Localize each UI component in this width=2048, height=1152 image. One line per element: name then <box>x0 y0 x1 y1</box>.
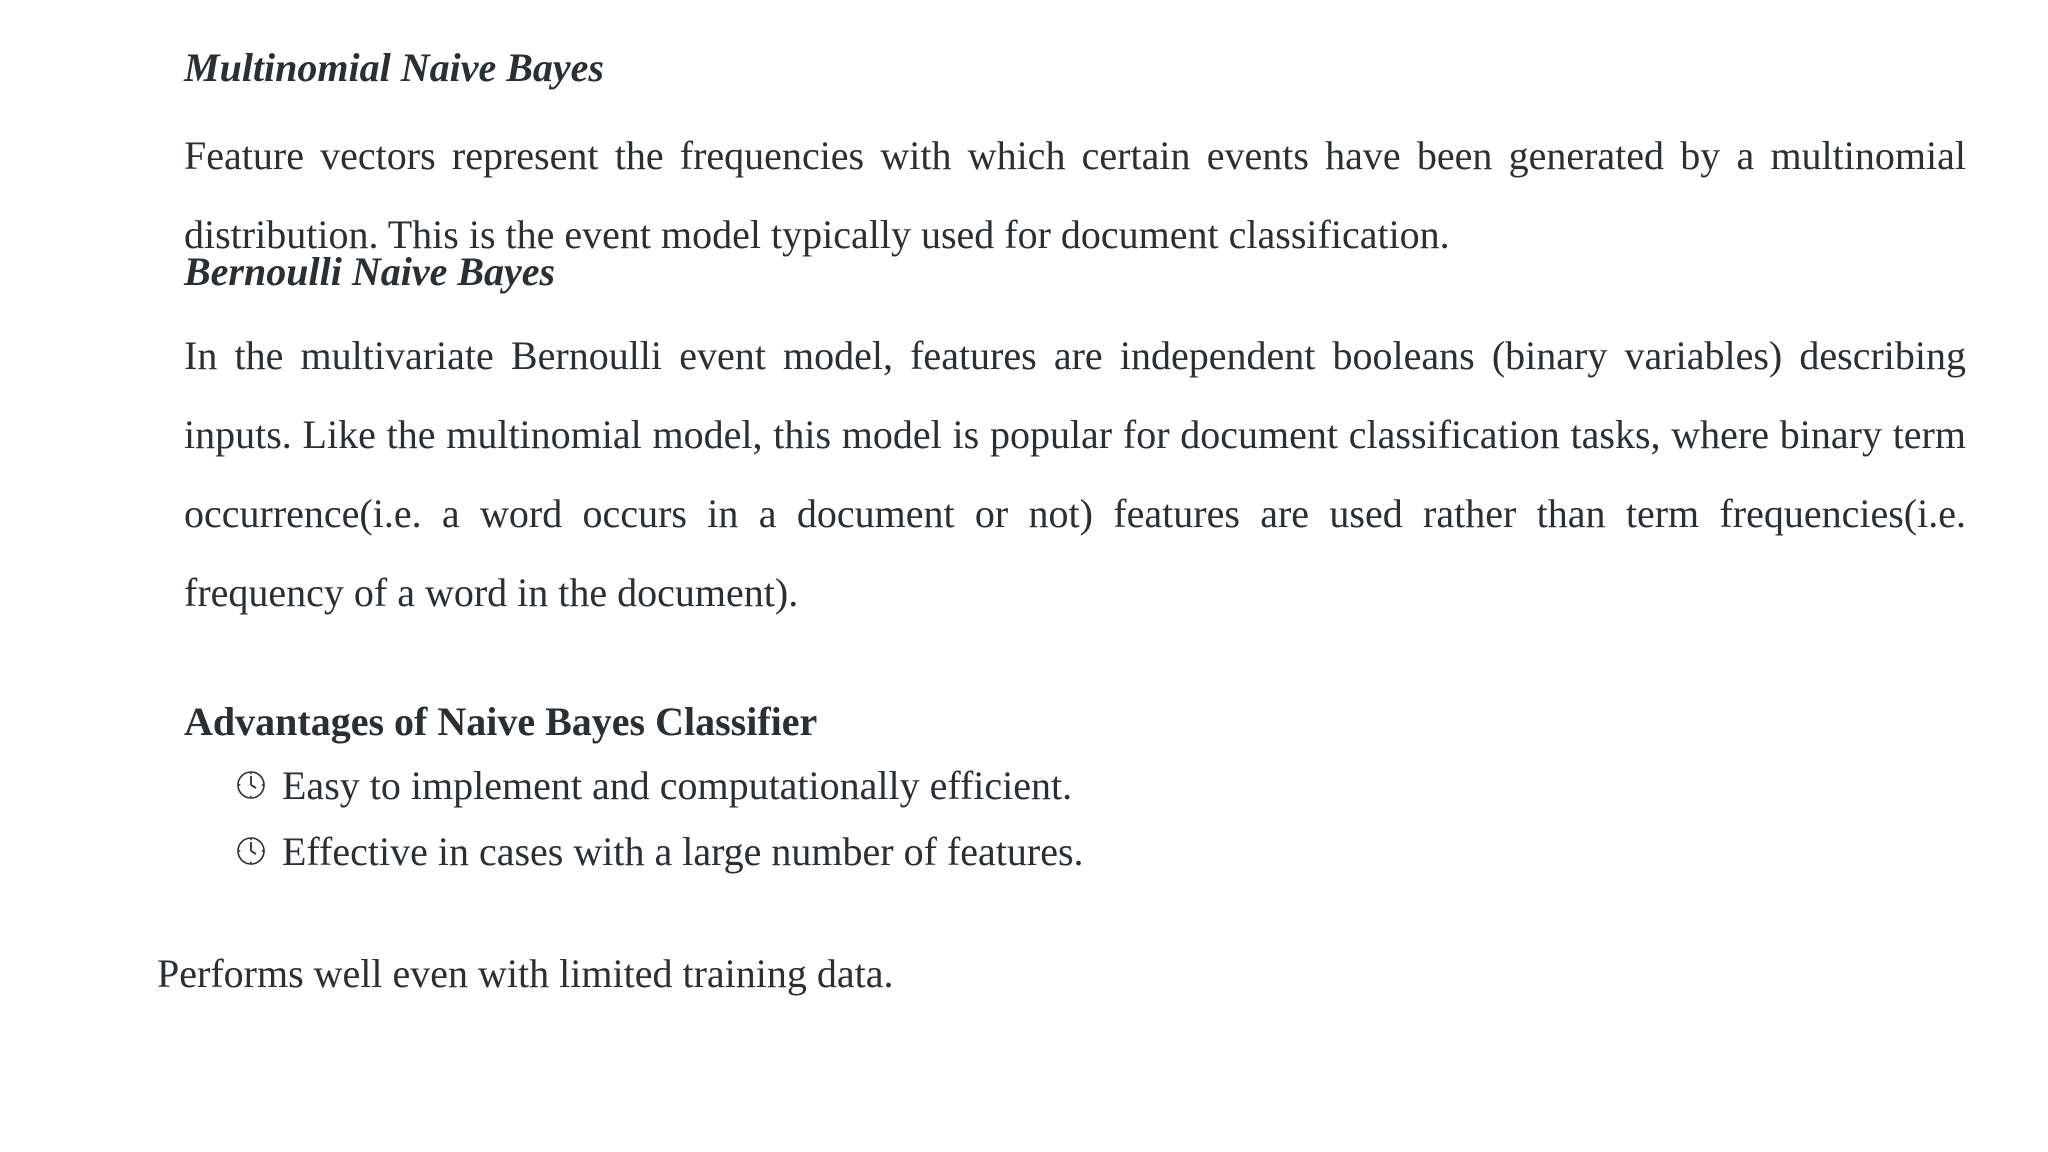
advantage-text: Effective in cases with a large number of features. <box>282 828 1084 874</box>
list-item <box>236 752 1084 818</box>
trailing-advantage-text: Performs well even with limited training data. <box>157 951 894 996</box>
multinomial-heading: Multinomial Naive Bayes <box>184 45 604 90</box>
bernoulli-paragraph: In the multivariate Bernoulli event model, features are independent booleans (binary variables) describing inputs. Like the multinomial model, this model is popular for document classification tasks, where binary term occurrence(i.e. a word occurs in a document or not) features are used rather than term frequencies(i.e. frequency of a word in the document). <box>184 333 1966 615</box>
list-item <box>236 818 1084 884</box>
advantage-text: Easy to implement and computationally efficient. <box>282 762 1073 808</box>
advantages-list <box>236 752 1084 884</box>
clock-icon <box>236 836 266 866</box>
clock-icon <box>236 770 266 800</box>
multinomial-paragraph: Feature vectors represent the frequencies with which certain events have been generated by a multinomial distribution. This is the event model typically used for document classification. <box>184 133 1966 257</box>
bernoulli-heading: Bernoulli Naive Bayes <box>184 249 556 294</box>
advantages-heading: Advantages of Naive Bayes Classifier <box>184 699 818 744</box>
